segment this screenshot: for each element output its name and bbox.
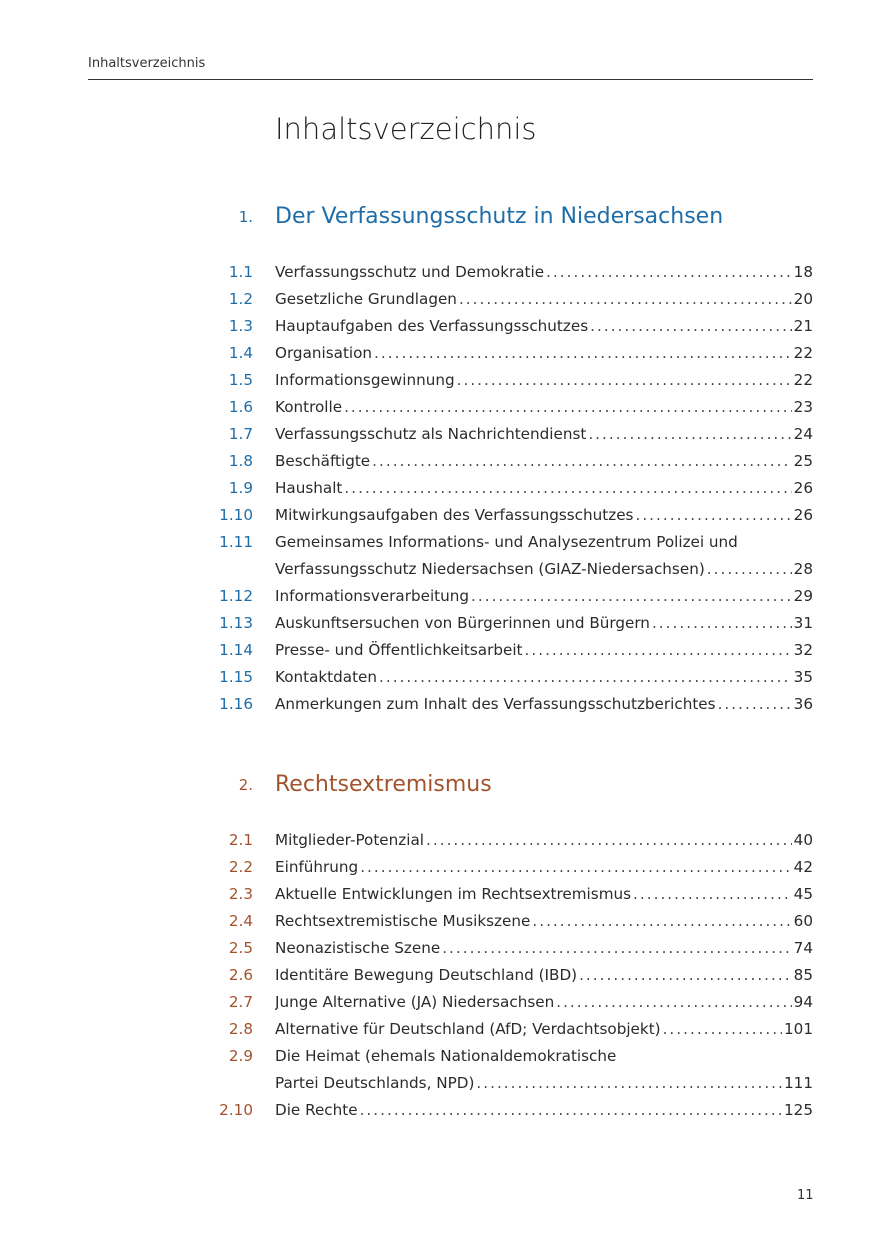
toc-entry-text [275, 286, 813, 313]
toc-entry[interactable] [0, 1016, 875, 1043]
toc-entry[interactable] [0, 854, 875, 881]
toc-entry-text [275, 908, 813, 935]
toc-entry-text [275, 556, 813, 583]
toc-dot-leader [426, 827, 792, 854]
toc-entry[interactable] [0, 583, 875, 610]
toc-entry[interactable] [0, 286, 875, 313]
toc-entry-label: Alternative für Deutschland (AfD; Verdachtsobjekt) [275, 1020, 661, 1038]
toc-entry[interactable] [0, 691, 875, 718]
toc-dot-leader [633, 881, 792, 908]
toc-page-number: 36 [793, 695, 813, 713]
toc-page-number: 60 [793, 912, 813, 930]
toc-entry-label: Verfassungsschutz Niedersachsen (GIAZ-Niedersachsen) [275, 560, 705, 578]
toc-entry-number: 1.7 [228, 425, 253, 443]
toc-entry[interactable] [0, 881, 875, 908]
toc-page-number: 35 [793, 668, 813, 686]
running-head: Inhaltsverzeichnis [88, 56, 206, 71]
toc-entry-text [275, 962, 813, 989]
toc-entry-number: 1.12 [219, 587, 253, 605]
toc-page-number: 21 [793, 317, 813, 335]
toc-entry-label: Hauptaufgaben des Verfassungsschutzes [275, 317, 589, 335]
toc-entry[interactable] [0, 827, 875, 854]
toc-entry-number: 2.7 [228, 993, 253, 1011]
toc-dot-leader [663, 1016, 782, 1043]
toc-entry-text [275, 1070, 813, 1097]
toc-entry-label: Neonazistische Szene [275, 939, 441, 957]
toc-entry-text [275, 313, 813, 340]
toc-entry-label: Presse- und Öffentlichkeitsarbeit [275, 641, 523, 659]
toc-entry[interactable] [0, 908, 875, 935]
toc-entry-label: Die Rechte [275, 1101, 358, 1119]
toc-entry-number: 1.9 [228, 479, 253, 497]
toc-entry-text [275, 1097, 813, 1124]
toc-entry-label: Partei Deutschlands, NPD) [275, 1074, 475, 1092]
toc-entry-number: 1.10 [219, 506, 253, 524]
toc-entry-text [275, 1016, 813, 1043]
toc-entry-text [275, 935, 813, 962]
chapter-number: 1. [238, 208, 253, 226]
toc-entry-text [275, 827, 813, 854]
toc-entry-number: 1.11 [219, 533, 253, 551]
toc-entry[interactable] [0, 1043, 875, 1070]
toc-page-number: 24 [793, 425, 813, 443]
toc-dot-leader [590, 313, 792, 340]
toc-page-number: 22 [793, 344, 813, 362]
toc-entry-number: 1.4 [228, 344, 253, 362]
toc-entry-number: 2.6 [228, 966, 253, 984]
toc-entry-label: Informationsgewinnung [275, 371, 455, 389]
toc-entry-label: Gemeinsames Informations- und Analysezentrum Polizei und [275, 533, 738, 551]
toc-page-number: 32 [793, 641, 813, 659]
toc-entry[interactable] [0, 962, 875, 989]
toc-entry-number: 1.3 [228, 317, 253, 335]
toc-entry-text [275, 1043, 813, 1070]
toc-entry-text [275, 664, 813, 691]
toc-entry-number: 2.1 [228, 831, 253, 849]
toc-entry-label: Identitäre Bewegung Deutschland (IBD) [275, 966, 578, 984]
toc-entry-number: 2.8 [228, 1020, 253, 1038]
toc-entry-continuation[interactable] [0, 556, 875, 583]
toc-page-number: 94 [793, 993, 813, 1011]
toc-entry-text [275, 475, 813, 502]
toc-page-number: 85 [793, 966, 813, 984]
toc-dot-leader [546, 259, 792, 286]
toc-entry-number: 2.2 [228, 858, 253, 876]
toc-dot-leader [372, 448, 792, 475]
toc-dot-leader [442, 935, 791, 962]
toc-entry-label: Kontaktdaten [275, 668, 378, 686]
toc-entry-number: 2.3 [228, 885, 253, 903]
chapter-number: 2. [238, 776, 253, 794]
toc-entry-number: 1.6 [228, 398, 253, 416]
chapter-heading [0, 765, 875, 805]
toc-dot-leader [579, 962, 792, 989]
toc-entry-label: Einführung [275, 858, 359, 876]
toc-page-number: 26 [793, 506, 813, 524]
toc-entry-label: Die Heimat (ehemals Nationaldemokratische [275, 1047, 617, 1065]
toc-list [0, 827, 875, 1124]
toc-dot-leader [707, 556, 792, 583]
toc-entry-number: 2.5 [228, 939, 253, 957]
chapter-title: Der Verfassungsschutz in Niedersachsen [275, 204, 724, 229]
toc-entry-label: Auskunftsersuchen von Bürgerinnen und Bürgern [275, 614, 650, 632]
toc-dot-leader [457, 367, 792, 394]
toc-entry-number: 1.13 [219, 614, 253, 632]
toc-entry[interactable] [0, 637, 875, 664]
toc-entry-number: 2.4 [228, 912, 253, 930]
toc-entry-text [275, 421, 813, 448]
toc-entry-text [275, 583, 813, 610]
toc-page-number: 28 [793, 560, 813, 578]
toc-page-number: 29 [793, 587, 813, 605]
toc-entry-number: 1.5 [228, 371, 253, 389]
toc-entry-text [275, 637, 813, 664]
toc-page-number: 23 [793, 398, 813, 416]
toc-dot-leader [344, 394, 792, 421]
toc-entry-label: Verfassungsschutz als Nachrichtendienst [275, 425, 587, 443]
toc-page-number: 20 [793, 290, 813, 308]
toc-dot-leader [532, 908, 791, 935]
toc-dot-leader [476, 1070, 782, 1097]
toc-entry-label: Mitwirkungsaufgaben des Verfassungsschutzes [275, 506, 634, 524]
toc-page-number: 125 [784, 1101, 813, 1119]
chapter-heading [0, 197, 875, 237]
toc-entry-label: Aktuelle Entwicklungen im Rechtsextremismus [275, 885, 632, 903]
toc-entry-label: Informationsverarbeitung [275, 587, 470, 605]
toc-page-number: 25 [793, 452, 813, 470]
toc-entry[interactable] [0, 421, 875, 448]
toc-entry-label: Organisation [275, 344, 373, 362]
page-number: 11 [797, 1188, 814, 1203]
toc-list [0, 259, 875, 718]
toc-entry-text [275, 989, 813, 1016]
toc-dot-leader [459, 286, 792, 313]
toc-entry[interactable] [0, 502, 875, 529]
toc-entry[interactable] [0, 1097, 875, 1124]
toc-entry-number: 2.10 [219, 1101, 253, 1119]
toc-entry-text [275, 367, 813, 394]
toc-entry[interactable] [0, 313, 875, 340]
toc-entry-number: 1.14 [219, 641, 253, 659]
header-rule [88, 79, 813, 80]
toc-dot-leader [344, 475, 791, 502]
toc-dot-leader [360, 854, 791, 881]
toc-entry-text [275, 610, 813, 637]
toc-dot-leader [588, 421, 791, 448]
toc-entry-number: 1.2 [228, 290, 253, 308]
toc-entry-text [275, 529, 813, 556]
toc-entry[interactable] [0, 394, 875, 421]
toc-entry[interactable] [0, 610, 875, 637]
toc-page-number: 22 [793, 371, 813, 389]
toc-entry-text [275, 854, 813, 881]
toc-entry-text [275, 502, 813, 529]
toc-entry-label: Beschäftigte [275, 452, 371, 470]
toc-page-number: 74 [793, 939, 813, 957]
toc-entry-text [275, 340, 813, 367]
toc-entry-label: Kontrolle [275, 398, 343, 416]
toc-entry[interactable] [0, 475, 875, 502]
toc-entry-text [275, 394, 813, 421]
toc-entry[interactable] [0, 448, 875, 475]
toc-page-number: 42 [793, 858, 813, 876]
page-title: Inhaltsverzeichnis [275, 112, 537, 146]
toc-page-number: 31 [793, 614, 813, 632]
toc-entry[interactable] [0, 367, 875, 394]
toc-page-number: 18 [793, 263, 813, 281]
toc-entry-label: Junge Alternative (JA) Niedersachsen [275, 993, 555, 1011]
toc-entry-text [275, 259, 813, 286]
toc-dot-leader [379, 664, 792, 691]
toc-entry-number: 1.8 [228, 452, 253, 470]
toc-page-number: 26 [793, 479, 813, 497]
chapter-title: Rechtsextremismus [275, 772, 492, 797]
toc-page-number: 45 [793, 885, 813, 903]
toc-entry-number: 1.1 [228, 263, 253, 281]
toc-entry[interactable] [0, 989, 875, 1016]
toc-dot-leader [652, 610, 792, 637]
toc-entry[interactable] [0, 664, 875, 691]
toc-page-number: 40 [793, 831, 813, 849]
toc-entry-label: Verfassungsschutz und Demokratie [275, 263, 545, 281]
toc-dot-leader [556, 989, 791, 1016]
toc-page-number: 101 [784, 1020, 813, 1038]
toc-entry[interactable] [0, 340, 875, 367]
toc-entry-label: Gesetzliche Grundlagen [275, 290, 457, 308]
toc-entry-text [275, 448, 813, 475]
toc-dot-leader [718, 691, 792, 718]
toc-dot-leader [525, 637, 792, 664]
toc-entry-label: Rechtsextremistische Musikszene [275, 912, 531, 930]
toc-entry-text [275, 881, 813, 908]
toc-entry-number: 1.15 [219, 668, 253, 686]
toc-entry-label: Anmerkungen zum Inhalt des Verfassungsschutzberichtes [275, 695, 716, 713]
toc-dot-leader [635, 502, 791, 529]
toc-entry[interactable] [0, 529, 875, 556]
toc-entry-number: 1.16 [219, 695, 253, 713]
toc-dot-leader [374, 340, 792, 367]
toc-entry-label: Mitglieder-Potenzial [275, 831, 424, 849]
toc-entry-label: Haushalt [275, 479, 343, 497]
toc-entry-text [275, 691, 813, 718]
toc-entry[interactable] [0, 935, 875, 962]
toc-entry-continuation[interactable] [0, 1070, 875, 1097]
toc-entry[interactable] [0, 259, 875, 286]
toc-page-number: 111 [784, 1074, 813, 1092]
toc-dot-leader [471, 583, 792, 610]
toc-entry-number: 2.9 [228, 1047, 253, 1065]
toc-dot-leader [360, 1097, 782, 1124]
